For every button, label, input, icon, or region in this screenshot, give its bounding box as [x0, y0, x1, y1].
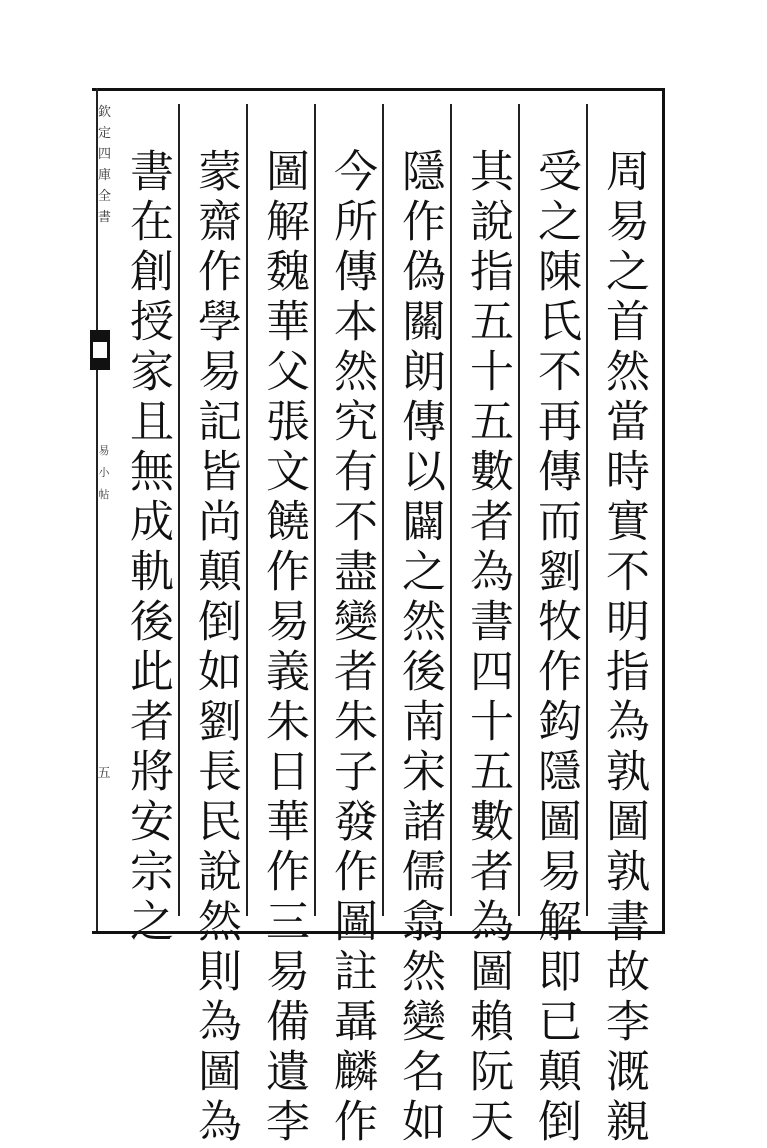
column-rule [246, 104, 248, 916]
text-column: 書在創授家且無成軌後此者將安宗之 [122, 148, 173, 948]
column-rule [586, 104, 588, 916]
column-rule [518, 104, 520, 916]
column-rule [450, 104, 452, 916]
text-column: 受之陳氏不再傳而劉牧作鈎隱圖易解即已顛倒 [530, 148, 581, 1148]
fish-tail-mark [90, 330, 110, 370]
text-column: 周易之首然當時實不明指為孰圖孰書故李溉親 [598, 148, 649, 1148]
margin-subtitle: 易小帖 [98, 444, 110, 501]
margin-page-number: 五 [97, 766, 111, 781]
column-rule [314, 104, 316, 916]
text-column: 今所傳本然究有不盡變者朱子發作圖註聶麟作 [326, 148, 377, 1148]
text-column: 隱作偽關朗傳以闢之然後南宋諸儒翕然變名如 [394, 148, 445, 1148]
text-column: 其說指五十五數者為書四十五數者為圖賴阮天 [462, 148, 513, 1148]
text-column: 圖解魏華父張文饒作易義朱日華作三易備遺李 [258, 148, 309, 1148]
column-rule [382, 104, 384, 916]
margin-title: 欽定四庫全書 [98, 105, 112, 225]
column-rule [178, 104, 180, 916]
text-column: 蒙齋作學易記皆尚顛倒如劉長民說然則為圖為 [190, 148, 241, 1148]
